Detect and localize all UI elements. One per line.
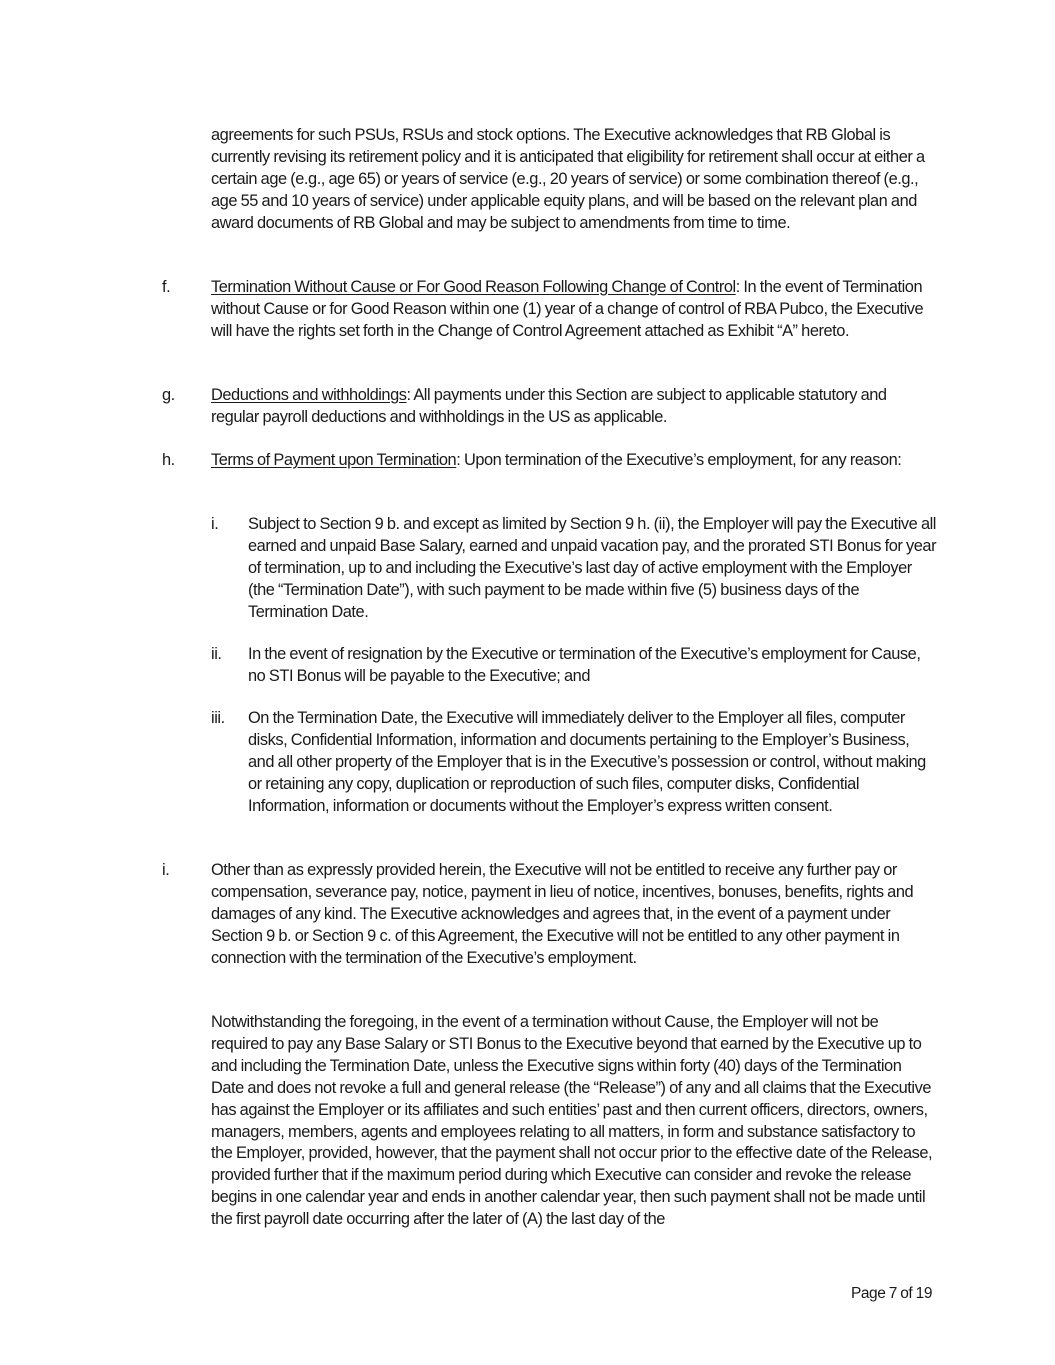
page-number: Page 7 of 19 xyxy=(850,1285,932,1302)
section-h-heading: Terms of Payment upon Termination xyxy=(211,451,457,469)
section-g-paragraph xyxy=(211,385,935,429)
section-i-marker: i. xyxy=(162,861,170,879)
section-i-continuation: Notwithstanding the foregoing, in the event of a termination without Cause, the Employer will not be required to pay any Base Salary or STI Bonus to the Executive beyond that earned by the Executive up to and including the Termination Date, unless the Executive signs within forty (40) days of the Termination Date and does not revoke a full and general release (the “Release”) of any and all claims that the Executive has against the Employer or its affiliates and such entities’ past and then current officers, directors, owners, managers, members, agents and employees relating to all matters, in form and substance satisfactory to the Employer, provided, however, that the payment shall not occur prior to the effective date of the Release, provided further that if the maximum period during which Executive can consider and revoke the release begins in one calendar year and ends in another calendar year, then such payment shall not be made until the first payroll date occurring after the later of (A) the last day of the xyxy=(211,1013,933,1229)
section-f-heading: Termination Without Cause or For Good Reason Following Change of Control xyxy=(211,278,736,296)
section-g-marker: g. xyxy=(162,386,175,404)
section-i-paragraph: Other than as expressly provided herein, the Executive will not be entitled to receive any further pay or compensation, severance pay, notice, payment in lieu of notice, incentives, bonuses, benefits, rights and damages of any kind. The Executive acknowledges and agrees that, in the event of a payment under Section 9 b. or Section 9 c. of this Agreement, the Executive will not be entitled to any other payment in connection with the termination of the Executive’s employment. xyxy=(211,861,914,967)
section-g-heading: Deductions and withholdings xyxy=(211,386,407,404)
section-f-marker: f. xyxy=(162,278,171,296)
section-f-body: : In the event of Termination without Cause or for Good Reason within one (1) year of a change of control of RBA Pubco, the Executive will have the rights set forth in the Change of Control Agreement attached as Exhibit “A” hereto. xyxy=(211,278,924,340)
section-h-paragraph xyxy=(211,450,935,472)
sub-item-i-marker: i. xyxy=(211,515,219,533)
sub-item-ii-marker: ii. xyxy=(211,645,222,663)
sub-item-iii-text: On the Termination Date, the Executive will immediately deliver to the Employer all files, computer disks, Confidential Information, information and documents pertaining to the Employer’s Business, and all other property of the Employer that is in the Executive’s possession or control, without making or retaining any copy, duplication or reproduction of such files, computer disks, Confidential Information, information or documents without the Employer’s express written consent. xyxy=(248,709,926,815)
section-f-paragraph xyxy=(211,277,935,343)
intro-paragraph: agreements for such PSUs, RSUs and stock options. The Executive acknowledges that RB Global is currently revising its retirement policy and it is anticipated that eligibility for retirement shall occur at either a certain age (e.g., age 65) or years of service (e.g., 20 years of service) or some combination thereof (e.g., age 55 and 10 years of service) under applicable equity plans, and will be based on the relevant plan and award documents of RB Global and may be subject to amendments from time to time. xyxy=(211,126,925,232)
sub-item-i-text: Subject to Section 9 b. and except as limited by Section 9 h. (ii), the Employer will pay the Executive all earned and unpaid Base Salary, earned and unpaid vacation pay, and the prorated STI Bonus for year of termination, up to and including the Executive’s last day of active employment with the Employer (the “Termination Date”), with such payment to be made within five (5) business days of the Termination Date. xyxy=(248,515,937,621)
sub-item-ii-text: In the event of resignation by the Executive or termination of the Executive’s employment for Cause, no STI Bonus will be payable to the Executive; and xyxy=(248,645,921,685)
sub-item-iii-marker: iii. xyxy=(211,709,225,727)
section-g-body: : All payments under this Section are subject to applicable statutory and regular payroll deductions and withholdings in the US as applicable. xyxy=(211,386,887,426)
section-h-marker: h. xyxy=(162,451,175,469)
section-h-body: : Upon termination of the Executive’s employment, for any reason: xyxy=(456,451,902,469)
